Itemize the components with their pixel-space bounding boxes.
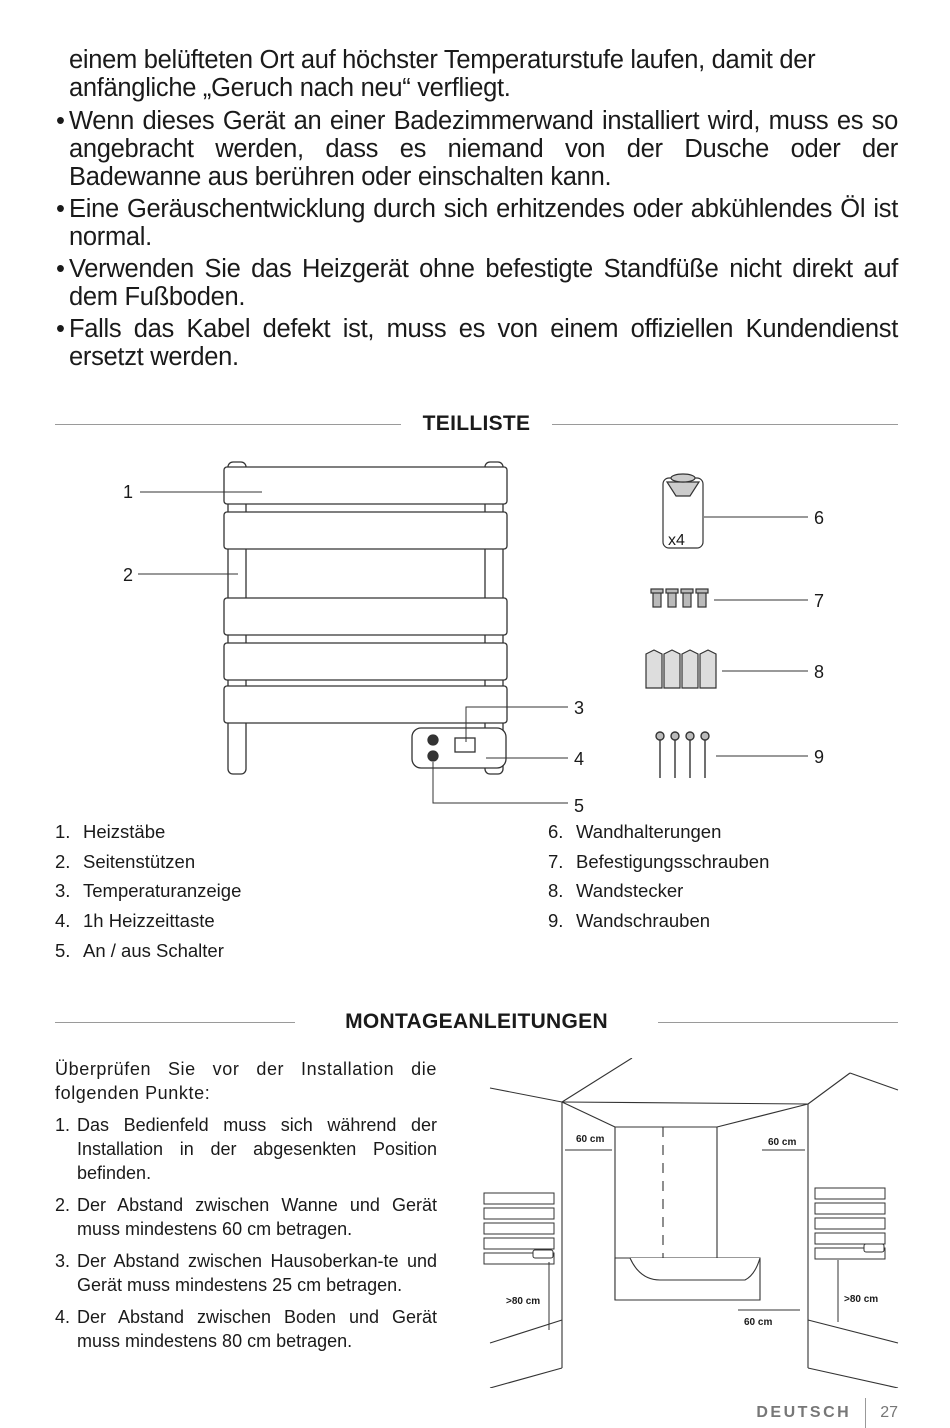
step-number: 2.: [55, 1195, 71, 1215]
dimension-label: 60 cm: [744, 1317, 773, 1328]
quantity-label: x4: [668, 532, 685, 549]
assembly-heading: MONTAGEANLEITUNGEN: [345, 1010, 608, 1033]
item-label: Temperaturanzeige: [83, 880, 242, 902]
item-label: Wandstecker: [576, 880, 684, 902]
step-text: Der Abstand zwischen Hausoberkan-te und Gerät muss mindestens 25 cm betragen.: [77, 1251, 437, 1295]
list-item: [548, 847, 769, 877]
list-item: [548, 876, 769, 906]
safety-bullet: • Falls das Kabel defekt ist, muss es von einem offiziellen Kundendienst ersetzt werden.: [56, 315, 898, 371]
item-label: Seitenstützen: [83, 850, 196, 872]
heating-bar: [224, 686, 507, 723]
heating-bar: [224, 643, 507, 680]
callout-number: 6: [814, 508, 825, 528]
parts-list-right: [548, 817, 769, 936]
divider-line: [552, 424, 898, 425]
parts-diagram: [0, 450, 950, 850]
step-number: 3.: [55, 1251, 71, 1271]
item-number: 6.: [548, 821, 564, 842]
assembly-intro: Überprüfen Sie vor der Installation die folgenden Punkte:: [55, 1059, 437, 1103]
list-item: [548, 817, 769, 847]
item-number: 7.: [548, 850, 564, 872]
item-number: 8.: [548, 880, 564, 902]
step-number: 1.: [55, 1115, 71, 1135]
towel-rail-illustration: [224, 462, 507, 774]
item-number: 1.: [55, 821, 71, 842]
safety-bullet: • Eine Geräuschentwicklung durch sich erhitzendes oder abkühlendes Öl ist normal.: [56, 195, 898, 251]
callout-number: 2: [123, 565, 134, 585]
step-text: Der Abstand zwischen Boden und Gerät muss mindestens 80 cm betragen.: [77, 1307, 437, 1351]
step-text: Das Bedienfeld muss sich während der Installation in der abgesenkten Position befinden.: [77, 1115, 437, 1183]
divider-line: [658, 1022, 898, 1023]
dimension-label: >80 cm: [844, 1294, 879, 1305]
heating-bar: [224, 467, 507, 504]
safety-bullet: • Verwenden Sie das Heizgerät ohne befestigte Standfüße nicht direkt auf dem Fußboden.: [56, 255, 898, 311]
callout-number: 8: [814, 662, 825, 682]
right-heater: [815, 1188, 885, 1259]
item-number: 4.: [55, 910, 71, 932]
assembly-step: [55, 1305, 437, 1353]
parts-section-header: [55, 412, 898, 436]
wall-plugs-illustration: [646, 650, 716, 688]
item-number: 2.: [55, 850, 71, 872]
heating-bar: [224, 512, 507, 549]
assembly-step: [55, 1113, 437, 1185]
divider-line: [55, 424, 401, 425]
left-heater: [484, 1193, 554, 1264]
callout-number: 5: [574, 796, 585, 816]
safety-bullet: • Wenn dieses Gerät an einer Badezimmerwand installiert wird, muss es so angebracht werden, dass es niemand von der Dusche oder der Badewanne aus berühren oder einschalten kann.: [56, 107, 898, 191]
parts-list-left: [55, 817, 241, 966]
callout-number: 9: [814, 747, 825, 767]
item-label: Befestigungsschrauben: [576, 850, 770, 872]
list-item: [55, 876, 241, 906]
dimension-arrows: [549, 1150, 838, 1330]
safety-text: [56, 46, 898, 375]
heating-bar: [224, 598, 507, 635]
temperature-display: [455, 738, 475, 752]
assembly-steps: [55, 1113, 437, 1353]
list-item: [55, 936, 241, 966]
callout-number: 7: [814, 591, 825, 611]
list-item: [55, 906, 241, 936]
assembly-step: [55, 1249, 437, 1297]
dimension-label: 60 cm: [768, 1137, 797, 1148]
language-label: DEUTSCH: [756, 1404, 852, 1421]
dimension-label: 60 cm: [576, 1134, 605, 1145]
step-number: 4.: [55, 1307, 71, 1327]
safety-bullet-list: [56, 107, 898, 371]
fixing-screws-illustration: [651, 589, 708, 607]
assembly-step: [55, 1193, 437, 1241]
power-switch: [428, 751, 438, 761]
list-item: [548, 906, 769, 936]
item-label: Wandhalterungen: [576, 821, 722, 842]
list-item: [55, 847, 241, 877]
callout-number: 1: [123, 482, 134, 502]
assembly-section-header: [55, 1010, 898, 1034]
callout-number: 4: [574, 749, 585, 769]
page-number: 27: [880, 1404, 898, 1421]
bathtub: [615, 1258, 760, 1300]
item-label: 1h Heizzeittaste: [83, 910, 215, 932]
timer-button: [428, 735, 438, 745]
parts-heading: TEILLISTE: [422, 412, 531, 435]
item-number: 5.: [55, 939, 71, 961]
item-label: An / aus Schalter: [83, 939, 224, 961]
installation-diagram: [482, 1058, 902, 1388]
continuation-paragraph: einem belüfteten Ort auf höchster Temperaturstufe laufen, damit der anfängliche „Geruch nach neu“ verfliegt.: [69, 46, 816, 102]
callout-number: 3: [574, 698, 585, 718]
wall-screws-illustration: [656, 732, 709, 778]
item-number: 9.: [548, 910, 564, 932]
item-label: Heizstäbe: [83, 821, 166, 842]
divider-line: [55, 1022, 295, 1023]
dimension-label: >80 cm: [506, 1296, 541, 1307]
item-number: 3.: [55, 880, 71, 902]
assembly-instructions: [55, 1057, 437, 1361]
list-item: [55, 817, 241, 847]
item-label: Wandschrauben: [576, 910, 711, 932]
step-text: Der Abstand zwischen Wanne und Gerät muss mindestens 60 cm betragen.: [77, 1195, 437, 1239]
